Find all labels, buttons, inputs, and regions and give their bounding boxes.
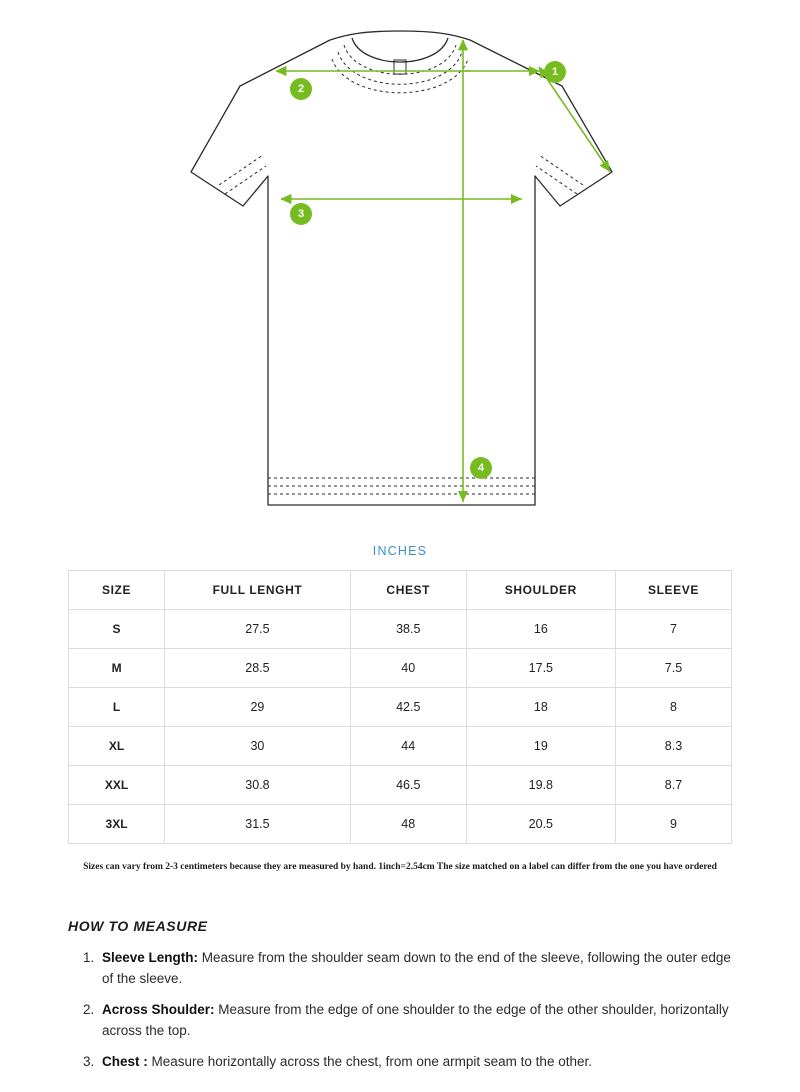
table-header-row xyxy=(69,571,732,610)
cell-full-length: 27.5 xyxy=(165,610,351,649)
arrow-sleeve-length xyxy=(539,67,610,172)
badge-full-length: 4 xyxy=(470,457,492,479)
list-item-sep: : xyxy=(210,1001,215,1017)
cell-size: XL xyxy=(69,727,165,766)
tshirt-measurement-diagram xyxy=(0,0,800,530)
badge-sleeve-length: 1 xyxy=(544,61,566,83)
badge-chest: 3 xyxy=(290,203,312,225)
tshirt-illustration xyxy=(0,0,800,530)
column-header-sleeve: SLEEVE xyxy=(615,571,731,610)
column-header-full-length: FULL LENGHT xyxy=(165,571,351,610)
cell-shoulder: 19 xyxy=(466,727,615,766)
badge-across-shoulder: 2 xyxy=(290,78,312,100)
cell-shoulder: 19.8 xyxy=(466,766,615,805)
cell-size: M xyxy=(69,649,165,688)
column-header-shoulder: SHOULDER xyxy=(466,571,615,610)
units-label: INCHES xyxy=(372,544,428,558)
list-item xyxy=(98,1052,732,1073)
list-item-text: Measure from the edge of one shoulder to the edge of the other shoulder, horizontally across the top. xyxy=(102,1001,729,1038)
hem-stitching xyxy=(268,478,535,494)
cell-sleeve: 7.5 xyxy=(615,649,731,688)
table-row xyxy=(69,649,732,688)
measurement-arrows xyxy=(276,40,610,502)
cell-shoulder: 16 xyxy=(466,610,615,649)
cell-sleeve: 8 xyxy=(615,688,731,727)
cell-chest: 40 xyxy=(350,649,466,688)
table-row xyxy=(69,805,732,844)
cell-shoulder: 20.5 xyxy=(466,805,615,844)
size-chart-wrapper xyxy=(0,570,800,844)
list-item-term: Sleeve Length xyxy=(102,950,194,966)
shirt-outline xyxy=(191,31,612,505)
list-item-term: Chest xyxy=(102,1053,140,1069)
table-row xyxy=(69,688,732,727)
column-header-size: SIZE xyxy=(69,571,165,610)
cell-sleeve: 9 xyxy=(615,805,731,844)
cell-sleeve: 8.3 xyxy=(615,727,731,766)
how-to-measure-list xyxy=(68,948,732,1073)
how-to-measure-title: HOW TO MEASURE xyxy=(68,918,208,935)
cell-shoulder: 18 xyxy=(466,688,615,727)
cell-size: 3XL xyxy=(69,805,165,844)
sleeve-stitching xyxy=(219,155,583,194)
table-row xyxy=(69,727,732,766)
cell-chest: 48 xyxy=(350,805,466,844)
cell-chest: 42.5 xyxy=(350,688,466,727)
list-item-sep: : xyxy=(193,950,199,966)
list-item-sep: : xyxy=(139,1053,148,1069)
column-header-chest: CHEST xyxy=(350,571,466,610)
cell-full-length: 29 xyxy=(165,688,351,727)
cell-chest: 44 xyxy=(350,727,466,766)
cell-shoulder: 17.5 xyxy=(466,649,615,688)
measurement-disclaimer: Sizes can vary from 2-3 centimeters because they are measured by hand. 1inch=2.54cm The size matched on a label can differ from the one you have ordered xyxy=(83,862,717,872)
size-chart-table xyxy=(68,570,732,844)
cell-size: S xyxy=(69,610,165,649)
list-item-text: Measure from the shoulder seam down to the end of the sleeve, following the outer edge of the sleeve. xyxy=(102,950,731,986)
cell-chest: 38.5 xyxy=(350,610,466,649)
collar-stitching xyxy=(332,45,468,93)
table-row xyxy=(69,610,732,649)
cell-chest: 46.5 xyxy=(350,766,466,805)
cell-full-length: 28.5 xyxy=(165,649,351,688)
cell-size: L xyxy=(69,688,165,727)
list-item-term: Across Shoulder xyxy=(102,1001,211,1017)
list-item xyxy=(98,948,732,990)
cell-full-length: 30.8 xyxy=(165,766,351,805)
table-row xyxy=(69,766,732,805)
list-item-text: Measure horizontally across the chest, from one armpit seam to the other. xyxy=(147,1053,592,1069)
cell-full-length: 31.5 xyxy=(165,805,351,844)
cell-sleeve: 7 xyxy=(615,610,731,649)
cell-sleeve: 8.7 xyxy=(615,766,731,805)
cell-size: XXL xyxy=(69,766,165,805)
list-item xyxy=(98,1000,732,1042)
cell-full-length: 30 xyxy=(165,727,351,766)
